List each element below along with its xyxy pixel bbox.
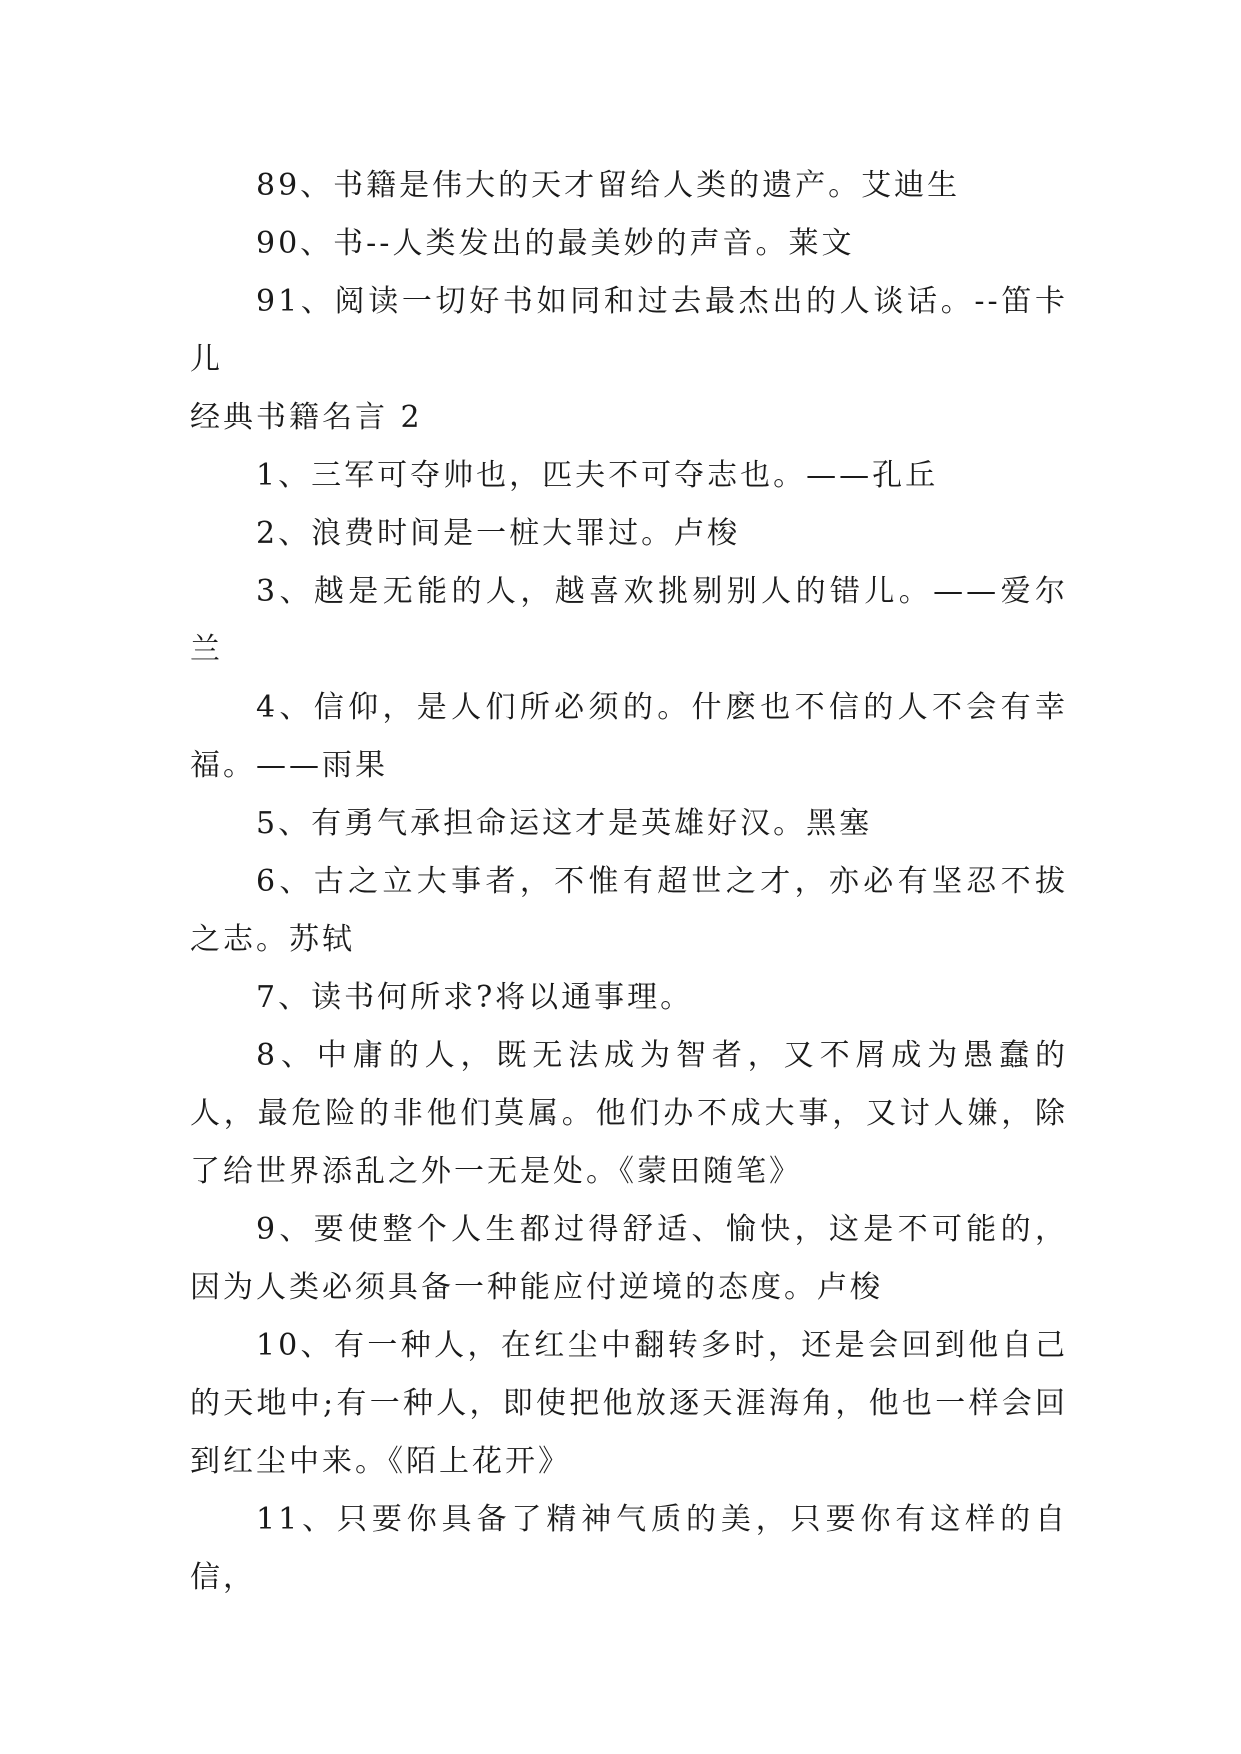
quote-paragraph: 9、要使整个人生都过得舒适、愉快，这是不可能的，因为人类必须具备一种能应付逆境的态度。卢梭 [190, 1212, 1068, 1305]
document-body [190, 157, 1068, 1607]
quote-paragraph: 1、三军可夺帅也，匹夫不可夺志也。——孔丘 [256, 458, 939, 493]
quote-paragraph: 7、读书何所求?将以通事理。 [256, 980, 694, 1015]
quote-paragraph: 8、中庸的人，既无法成为智者，又不屑成为愚蠢的人，最危险的非他们莫属。他们办不成大事，又讨人嫌，除了给世界添乱之外一无是处。《蒙田随笔》 [190, 1038, 1068, 1189]
quote-paragraph: 11、只要你具备了精神气质的美，只要你有这样的自信， [190, 1502, 1068, 1595]
quote-paragraph: 91、阅读一切好书如同和过去最杰出的人谈话。--笛卡儿 [190, 284, 1068, 377]
quote-paragraph: 5、有勇气承担命运这才是英雄好汉。黑塞 [256, 806, 873, 841]
quote-paragraph: 6、古之立大事者，不惟有超世之才，亦必有坚忍不拔之志。苏轼 [190, 864, 1068, 957]
quote-paragraph: 89、书籍是伟大的天才留给人类的遗产。艾迪生 [256, 168, 961, 203]
quote-paragraph: 10、有一种人，在红尘中翻转多时，还是会回到他自己的天地中;有一种人，即使把他放逐天涯海角，他也一样会回到红尘中来。《陌上花开》 [190, 1328, 1068, 1479]
quote-paragraph: 4、信仰，是人们所必须的。什麽也不信的人不会有幸福。——雨果 [190, 690, 1068, 783]
quote-paragraph: 2、浪费时间是一桩大罪过。卢梭 [256, 516, 741, 551]
section-title: 经典书籍名言 2 [190, 400, 423, 435]
quote-paragraph: 3、越是无能的人，越喜欢挑剔别人的错儿。——爱尔兰 [190, 574, 1068, 667]
quote-paragraph: 90、书--人类发出的最美妙的声音。莱文 [256, 226, 855, 261]
